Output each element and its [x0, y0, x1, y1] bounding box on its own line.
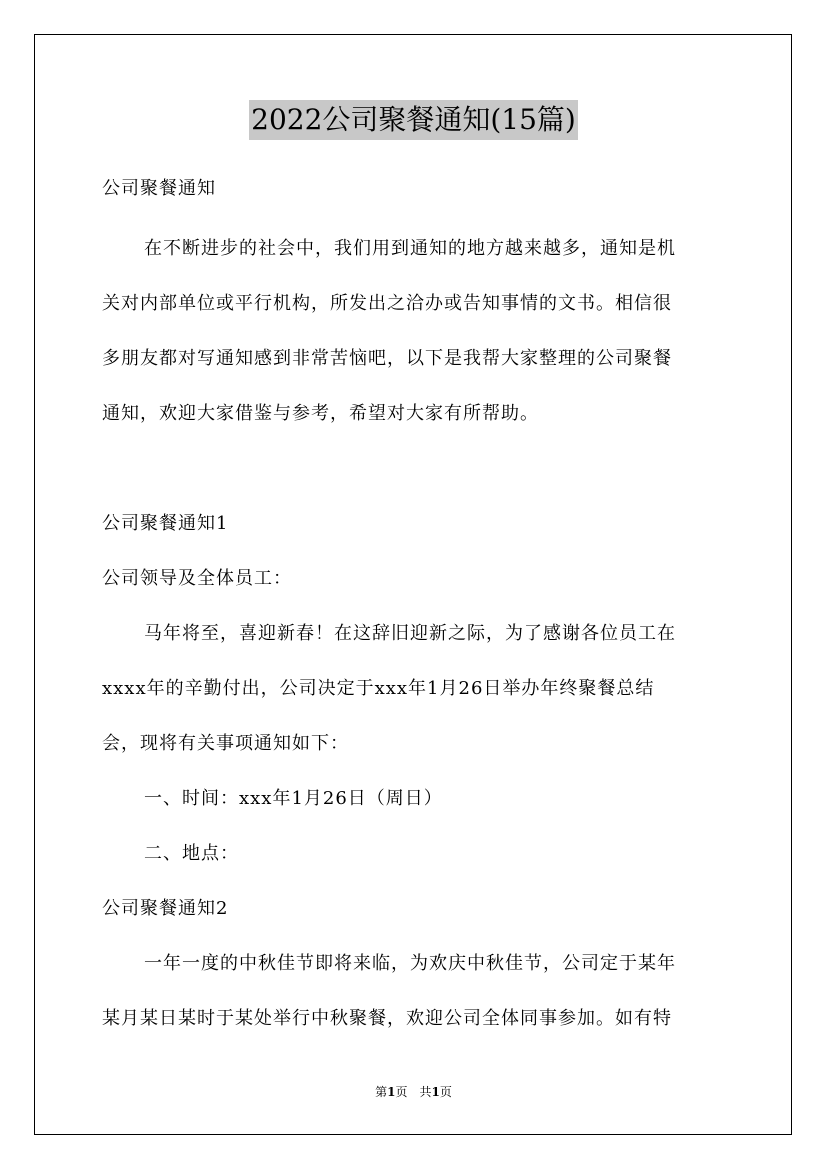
footer-page-current: 1	[387, 1085, 396, 1099]
notice1-line-1: 马年将至，喜迎新春！在这辞旧迎新之际，为了感谢各位员工在	[144, 623, 676, 644]
notice2-heading: 公司聚餐通知2	[102, 898, 229, 919]
intro-line-1: 在不断进步的社会中，我们用到通知的地方越来越多，通知是机	[144, 238, 676, 259]
notice1-item-time: 一、时间：xxx年1月26日（周日）	[144, 788, 443, 809]
notice2-line-1: 一年一度的中秋佳节即将来临，为欢庆中秋佳节，公司定于某年	[144, 953, 676, 974]
intro-heading: 公司聚餐通知	[102, 178, 216, 199]
intro-line-3: 多朋友都对写通知感到非常苦恼吧，以下是我帮大家整理的公司聚餐	[102, 348, 672, 369]
notice1-line-2: xxxx年的辛勤付出，公司决定于xxx年1月26日举办年终聚餐总结	[102, 678, 655, 699]
page-footer	[0, 1084, 827, 1100]
footer-page-mid: 页 共	[395, 1085, 432, 1099]
intro-line-4: 通知，欢迎大家借鉴与参考，希望对大家有所帮助。	[102, 403, 539, 424]
footer-page-total: 1	[431, 1085, 440, 1099]
intro-line-2: 关对内部单位或平行机构，所发出之洽办或告知事情的文书。相信很	[102, 293, 672, 314]
footer-page-suffix: 页	[439, 1085, 452, 1099]
notice2-line-2: 某月某日某时于某处举行中秋聚餐，欢迎公司全体同事参加。如有特	[102, 1008, 672, 1029]
footer-page-prefix: 第	[375, 1085, 388, 1099]
notice1-item-place: 二、地点：	[144, 843, 239, 864]
notice1-line-3: 会，现将有关事项通知如下：	[102, 733, 349, 754]
notice1-salutation: 公司领导及全体员工：	[102, 568, 292, 589]
title-wrap	[0, 100, 827, 140]
document-title: 2022公司聚餐通知(15篇)	[249, 100, 578, 140]
notice1-heading: 公司聚餐通知1	[102, 513, 229, 534]
